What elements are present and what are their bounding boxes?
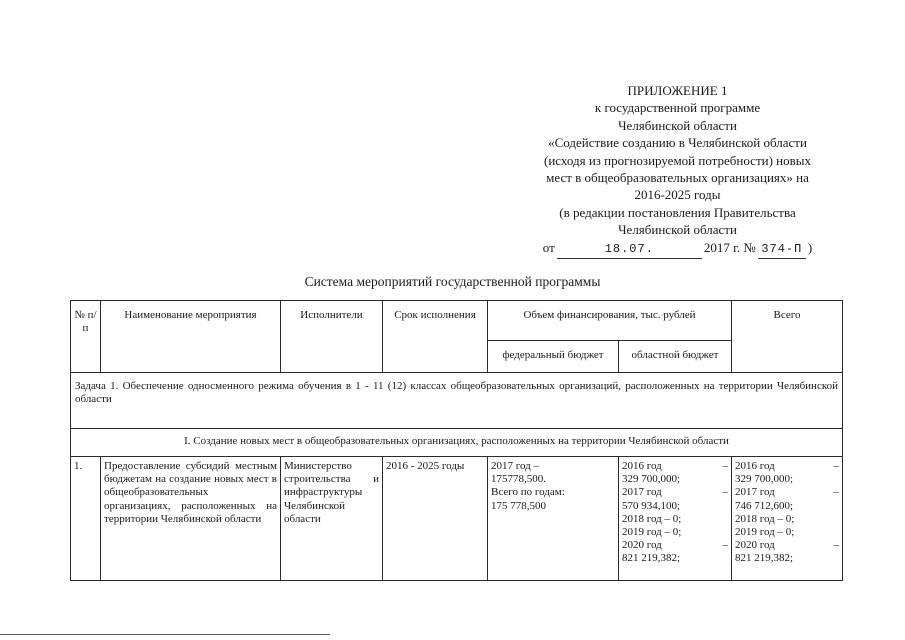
task-row	[71, 373, 843, 429]
decree-year: 2017 г. №	[703, 239, 756, 255]
regional-label: 2016 год	[622, 460, 662, 472]
appendix-title: ПРИЛОЖЕНИЕ 1	[627, 83, 728, 98]
total-value: 821 219,382;	[735, 552, 794, 565]
regional-value: 570 934,100;	[622, 499, 681, 512]
regional-entry	[622, 539, 728, 552]
regional-entry	[622, 486, 728, 499]
total-entry	[735, 486, 839, 499]
header-num: № п/п	[71, 301, 101, 373]
regional-label: 2018 год – 0;	[622, 512, 682, 525]
regional-label: 2020 год	[622, 539, 662, 552]
federal-line: 175 778,500	[491, 499, 546, 512]
appendix-line: «Содействие созданию в Челябинской области	[548, 135, 807, 151]
total-dash: –	[833, 539, 839, 552]
row-name: Предоставление субсидий местным бюджетам на создание новых мест в общеобразовательных организациях, расположенных на территории Челябинской области	[101, 457, 281, 581]
decree-signature-line	[510, 239, 845, 259]
appendix-line: к государственной программе	[594, 100, 761, 116]
total-entry	[735, 460, 839, 473]
total-label: 2020 год	[735, 539, 775, 552]
total-dash: –	[833, 486, 839, 499]
appendix-header	[510, 82, 845, 259]
section-title: I. Создание новых мест в общеобразовательных организациях, расположенных на территории Челябинской области	[71, 429, 843, 457]
regional-value: 821 219,382;	[622, 552, 681, 565]
row-executors: Министерство строительства и инфраструктуры Челябинской области	[281, 457, 383, 581]
row-term: 2016 - 2025 годы	[383, 457, 488, 581]
regional-dash: –	[722, 539, 728, 552]
total-entry	[735, 539, 839, 552]
regional-dash: –	[722, 460, 728, 472]
decree-number: 374-П	[758, 241, 806, 259]
task-text: Задача 1. Обеспечение односменного режима обучения в 1 - 11 (12) классах общеобразовательных организаций, расположенных на территории Челябинской области	[71, 373, 843, 429]
total-label: 2018 год – 0;	[735, 512, 795, 525]
federal-line: 175778,500.	[491, 473, 546, 486]
regional-label: 2017 год	[622, 486, 662, 499]
close-paren: )	[807, 239, 813, 255]
federal-line: Всего по годам:	[491, 486, 565, 499]
system-title: Система мероприятий государственной программы	[304, 274, 601, 289]
total-label: 2016 год	[735, 460, 775, 472]
header-federal: федеральный бюджет	[488, 341, 619, 373]
row-federal	[488, 457, 619, 581]
header-funding: Объем финансирования, тыс. рублей	[488, 301, 732, 341]
table-header-row	[71, 301, 843, 341]
appendix-line: Челябинской области	[618, 117, 737, 133]
total-value: 746 712,600;	[735, 499, 794, 512]
row-total	[732, 457, 843, 581]
appendix-line: Челябинской области	[618, 222, 737, 238]
header-total: Всего	[732, 301, 843, 373]
total-dash: –	[833, 460, 839, 472]
appendix-line: 2016-2025 годы	[634, 187, 721, 203]
section-row	[71, 429, 843, 457]
appendix-line: мест в общеобразовательных организациях» на	[546, 170, 809, 186]
header-executors: Исполнители	[281, 301, 383, 373]
row-num: 1.	[71, 457, 101, 581]
decree-date: 18.07.	[557, 241, 702, 259]
measures-table	[70, 300, 843, 581]
header-regional: областной бюджет	[619, 341, 732, 373]
total-label: 2019 год – 0;	[735, 526, 795, 539]
regional-dash: –	[722, 486, 728, 499]
federal-line: 2017 год –	[491, 460, 540, 472]
header-name: Наименование мероприятия	[101, 301, 281, 373]
table-row	[71, 457, 843, 581]
total-label: 2017 год	[735, 486, 775, 499]
from-label: от	[542, 239, 555, 255]
page-bottom-rule	[0, 634, 330, 635]
appendix-line: (в редакции постановления Правительства	[559, 204, 796, 220]
regional-value: 329 700,000;	[622, 473, 681, 486]
appendix-line: (исходя из прогнозируемой потребности) новых	[543, 152, 811, 168]
regional-label: 2019 год – 0;	[622, 526, 682, 539]
header-term: Срок исполнения	[383, 301, 488, 373]
total-value: 329 700,000;	[735, 473, 794, 486]
regional-entry	[622, 460, 728, 473]
row-regional	[619, 457, 732, 581]
